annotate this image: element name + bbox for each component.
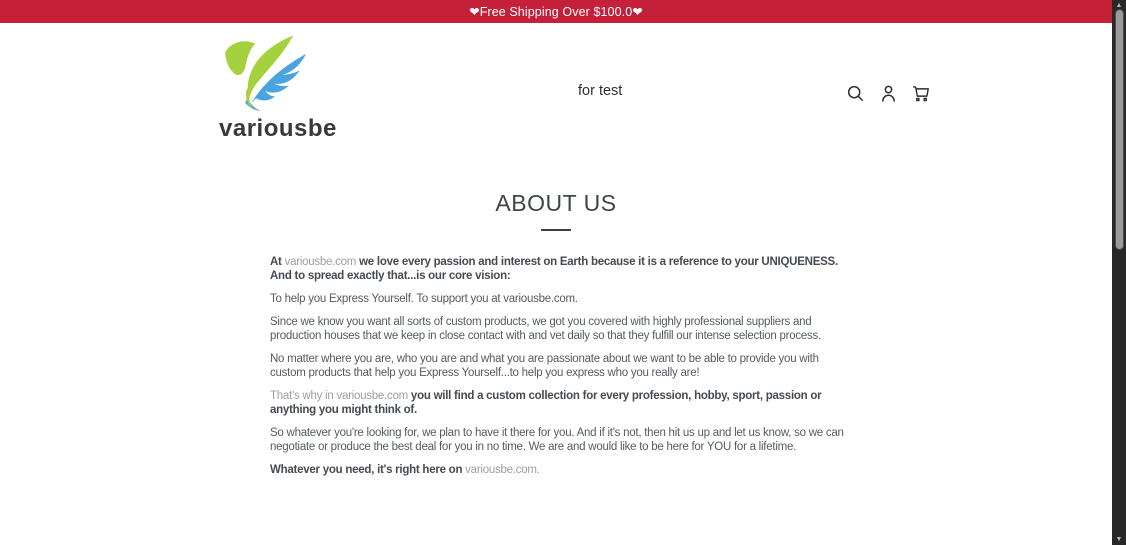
paragraph-text: At [270, 256, 285, 268]
about-paragraph [270, 426, 846, 454]
about-paragraph [270, 352, 846, 380]
bird-logo-icon [219, 31, 315, 111]
header [0, 23, 1112, 163]
site-link[interactable]: variousbe.com [284, 256, 357, 268]
page-title: ABOUT US [495, 190, 617, 216]
site-link[interactable]: That's why in variousbe.com [270, 390, 408, 402]
paragraph-text: To help you Express Yourself. To support you at variousbe.com. [270, 293, 578, 305]
header-icons [844, 80, 932, 106]
scrollbar[interactable] [1112, 0, 1126, 545]
account-icon[interactable] [877, 80, 899, 106]
search-icon[interactable] [844, 80, 866, 106]
cart-icon[interactable] [910, 80, 932, 106]
paragraph-text: you will find a custom collection for every profession, hobby, sport, passion or anything you might think of. [270, 390, 822, 416]
brand-name: variousbe [219, 115, 337, 142]
paragraph-text: So whatever you're looking for, we plan to have it there for you. And if it's not, then hit us up and let us know, so we can negotiate or produce the best deal for you in no time. We are and would like to be here for YOU for a lifetime. [270, 427, 844, 453]
scroll-down-button[interactable]: ▼ [1115, 536, 1123, 543]
announcement-bar [0, 0, 1112, 23]
nav-item-for-test[interactable]: for test [578, 83, 623, 99]
about-paragraph [270, 463, 846, 477]
about-paragraph [270, 389, 846, 417]
about-paragraph [270, 292, 846, 306]
announcement-text: ❤Free Shipping Over $100.0❤ [469, 5, 643, 19]
paragraph-text: Whatever you need, it's right here on [270, 464, 466, 476]
title-divider [541, 229, 571, 231]
about-paragraphs [270, 255, 846, 486]
about-paragraph [270, 315, 846, 343]
paragraph-text: Since we know you want all sorts of custom products, we got you covered with highly professional suppliers and production houses that we keep in close contact with and vet daily so that they fulfill our intense selection process. [270, 316, 821, 342]
site-link[interactable]: variousbe.com. [465, 464, 540, 476]
scroll-thumb[interactable] [1115, 9, 1124, 250]
about-paragraph [270, 255, 846, 283]
paragraph-text: No matter where you are, who you are and what you are passionate about we want to be able to provide you with custom products that help you Express Yourself...to help you express who you really are! [270, 353, 819, 379]
scroll-up-button[interactable]: ▲ [1115, 2, 1123, 9]
brand-logo[interactable] [219, 31, 337, 143]
paragraph-text: we love every passion and interest on Earth because it is a reference to your UNIQUENESS. And to spread exactly that...is our core vision: [270, 256, 838, 282]
